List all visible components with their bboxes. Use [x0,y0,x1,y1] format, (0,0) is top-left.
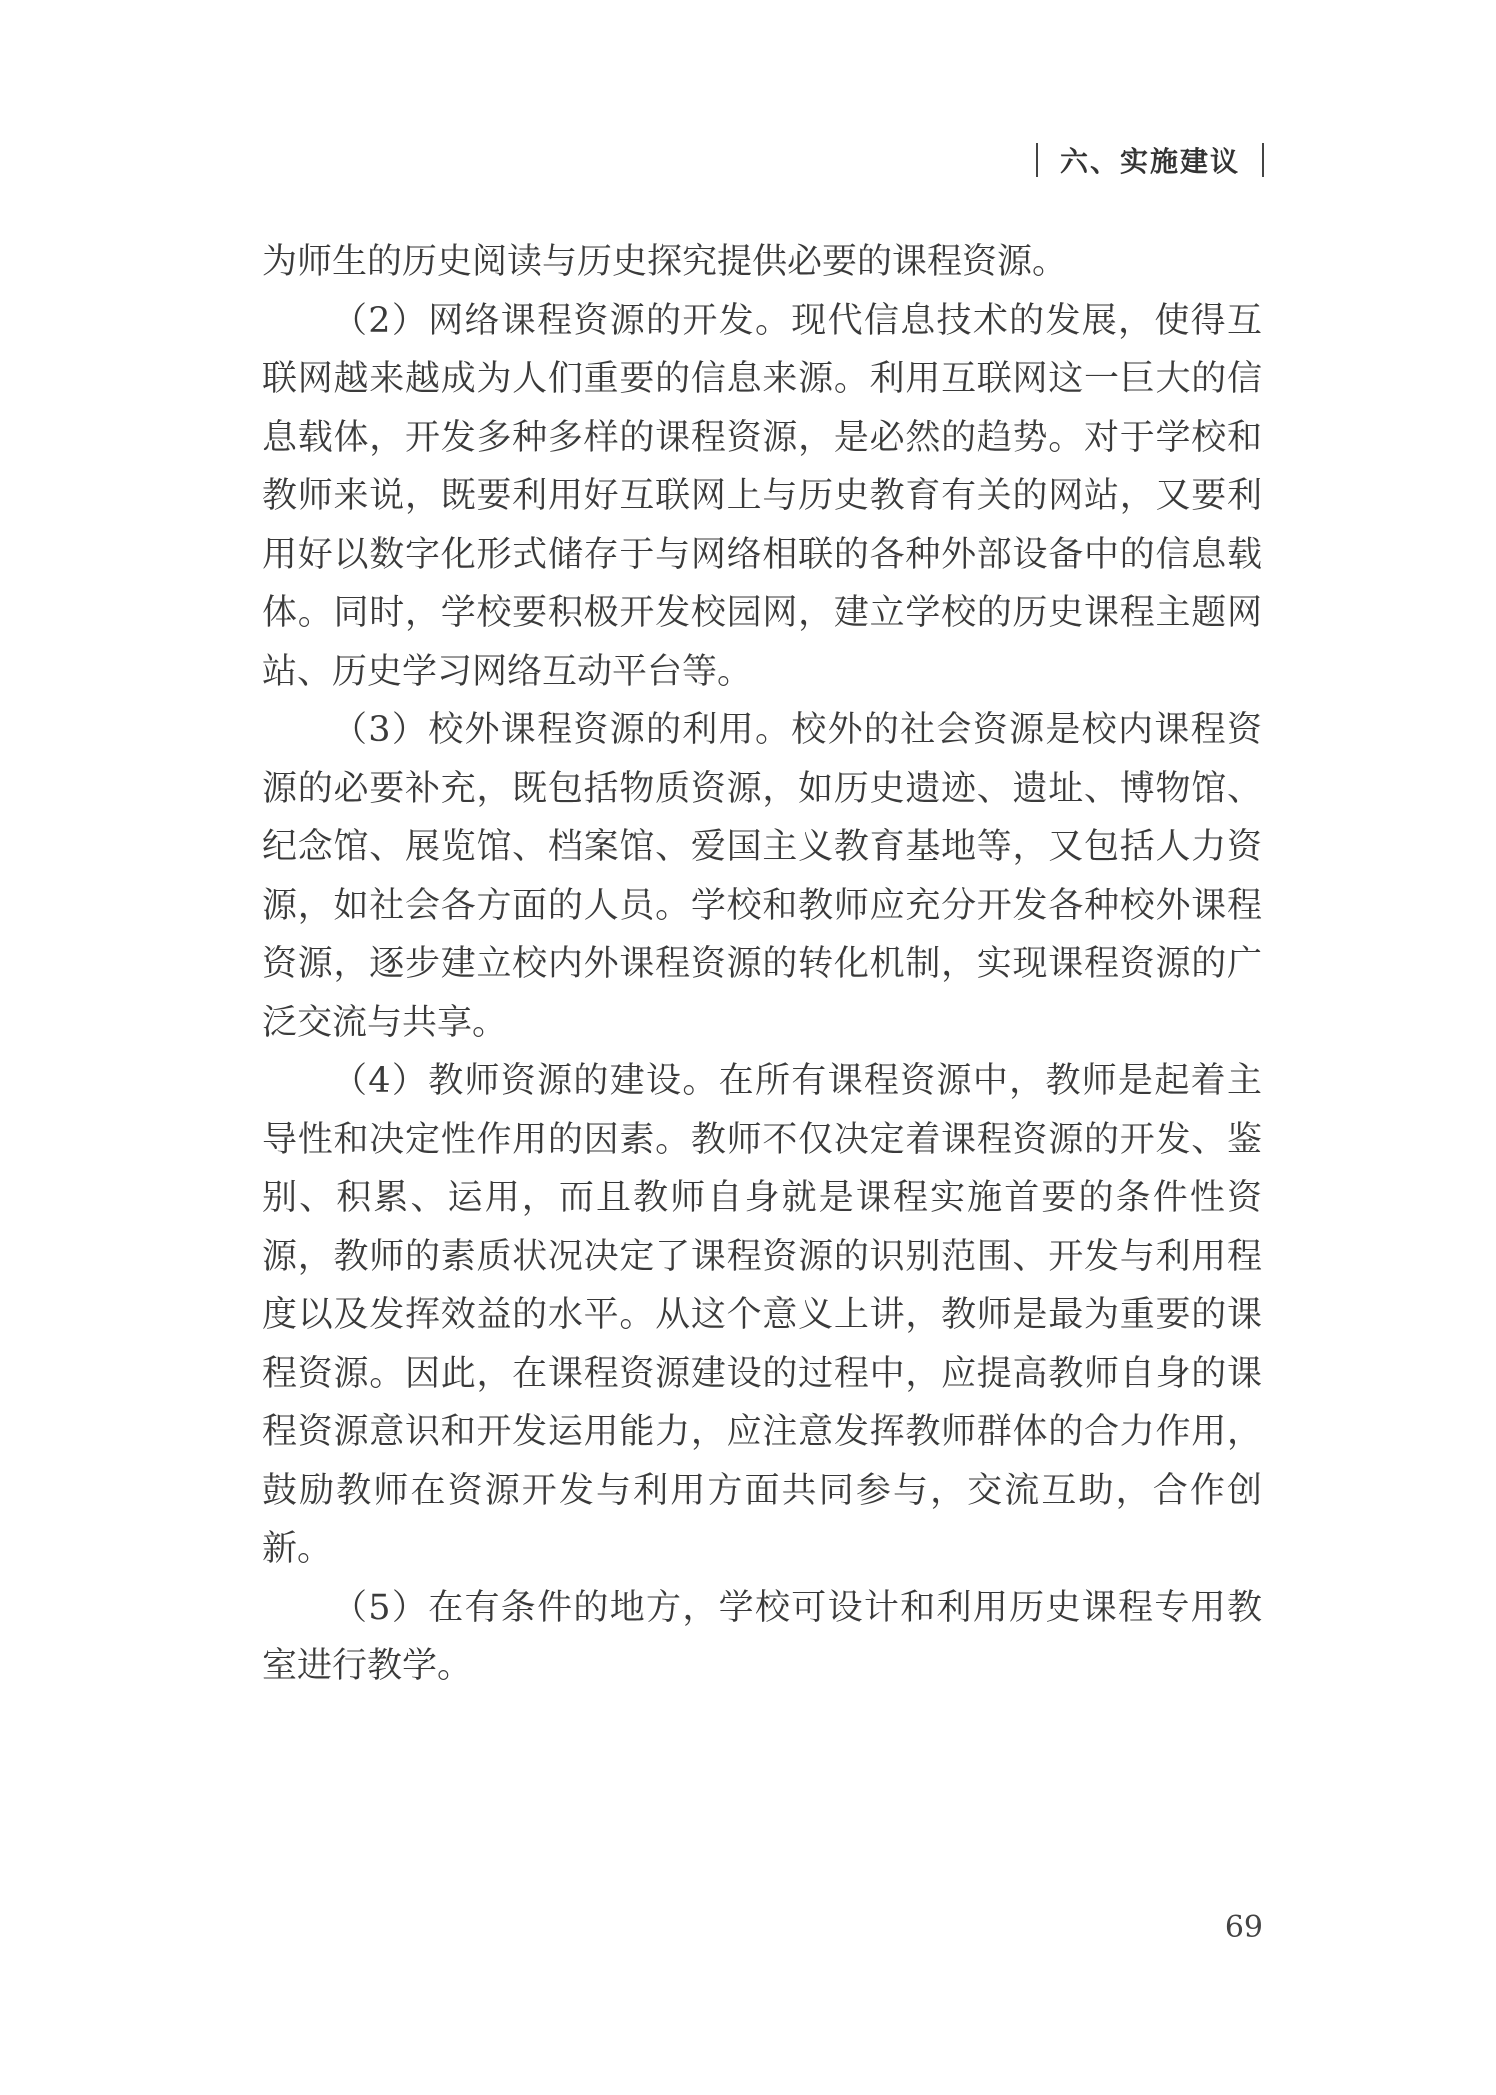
paragraph-dedicated-classroom: （5）在有条件的地方，学校可设计和利用历史课程专用教室进行教学。 [262,1587,1262,1686]
paragraph-network-resources: （2）网络课程资源的开发。现代信息技术的发展，使得互联网越来越成为人们重要的信息来源。利用互联网这一巨大的信息载体，开发多种多样的课程资源，是必然的趋势。对于学校和教师来说，既要利用好互联网上与历史教育有关的网站，又要利用好以数字化形式储存于与网络相联的各种外部设备中的信息载体。同时，学校要积极开发校园网，建立学校的历史课程主题网站、历史学习网络互动平台等。 [262,300,1262,692]
body-text [262,233,1262,1696]
paragraph-teacher-resources: （4）教师资源的建设。在所有课程资源中，教师是起着主导性和决定性作用的因素。教师不仅决定着课程资源的开发、鉴别、积累、运用，而且教师自身就是课程实施首要的条件性资源，教师的素质状况决定了课程资源的识别范围、开发与利用程度以及发挥效益的水平。从这个意义上讲，教师是最为重要的课程资源。因此，在课程资源建设的过程中，应提高教师自身的课程资源意识和开发运用能力，应注意发挥教师群体的合力作用，鼓励教师在资源开发与利用方面共同参与，交流互助，合作创新。 [262,1061,1262,1569]
paragraph-external-resources: （3）校外课程资源的利用。校外的社会资源是校内课程资源的必要补充，既包括物质资源，如历史遗迹、遗址、博物馆、纪念馆、展览馆、档案馆、爱国主义教育基地等，又包括人力资源，如社会各方面的人员。学校和教师应充分开发各种校外课程资源，逐步建立校内外课程资源的转化机制，实现课程资源的广泛交流与共享。 [262,710,1262,1043]
paragraph-continuation: 为师生的历史阅读与历史探究提供必要的课程资源。 [262,242,1068,282]
header-left-bar [1036,143,1038,177]
section-title: 六、实施建议 [1059,145,1240,178]
header-right-bar [1262,143,1264,177]
page-number: 69 [1224,1910,1263,1945]
running-header [1036,140,1264,180]
